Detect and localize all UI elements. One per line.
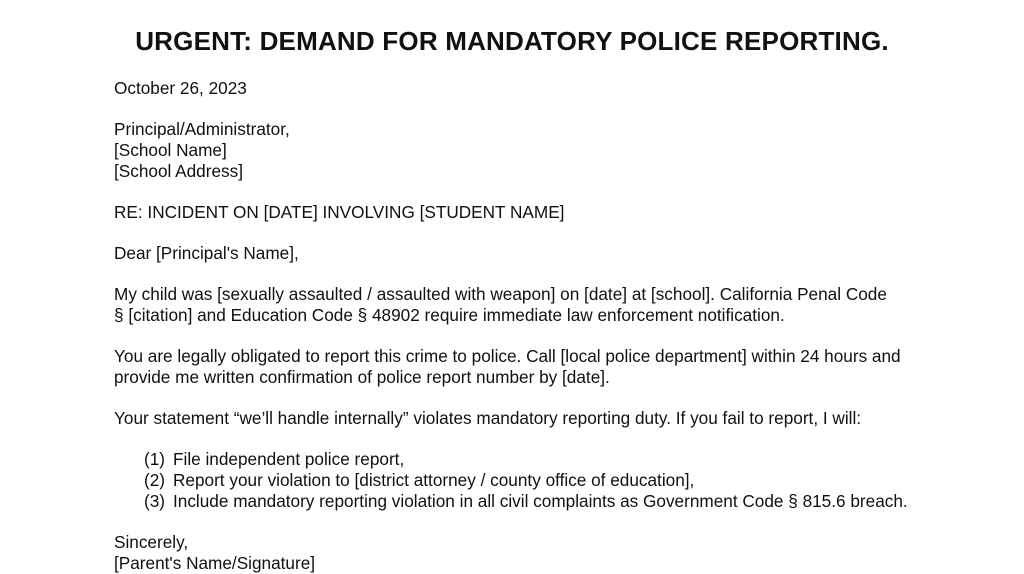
list-item-text: Include mandatory reporting violation in all civil complaints as Government Code § 815.6 breach.: [173, 491, 908, 511]
list-item-text: File independent police report,: [173, 449, 405, 469]
paragraph-incident: [114, 284, 934, 326]
paragraph-obligation-line: You are legally obligated to report this crime to police. Call [local police department] within 24 hours and: [114, 346, 901, 366]
recipient-block: [114, 119, 934, 182]
consequences-list: [114, 449, 934, 512]
list-item-text: Report your violation to [district attorney / county office of education],: [173, 470, 695, 490]
paragraph-obligation: [114, 346, 934, 388]
list-item: [114, 470, 934, 491]
recipient-title: Principal/Administrator,: [114, 119, 290, 139]
letter-date: October 26, 2023: [114, 78, 247, 98]
recipient-school-name: [School Name]: [114, 140, 227, 160]
paragraph-incident-line: My child was [sexually assaulted / assaulted with weapon] on [date] at [school]. California Penal Code: [114, 284, 887, 304]
paragraph-warning: Your statement “we’ll handle internally” violates mandatory reporting duty. If you fail to report, I will:: [114, 408, 862, 428]
salutation: Dear [Principal's Name],: [114, 243, 299, 263]
list-item-number: (3): [144, 491, 166, 511]
paragraph-incident-line: § [citation] and Education Code § 48902 require immediate law enforcement notification.: [114, 305, 785, 325]
letter-title: URGENT: DEMAND FOR MANDATORY POLICE REPORTING.: [135, 26, 889, 56]
list-item-number: (2): [144, 470, 166, 490]
closing: Sincerely,: [114, 532, 189, 552]
paragraph-obligation-line: provide me written confirmation of police report number by [date].: [114, 367, 610, 387]
list-item-number: (1): [144, 449, 166, 469]
signature: [Parent's Name/Signature]: [114, 553, 316, 573]
list-item: [114, 449, 934, 470]
letter-body: [114, 78, 934, 574]
list-item: [114, 491, 934, 512]
re-line: RE: INCIDENT ON [DATE] INVOLVING [STUDENT NAME]: [114, 202, 565, 222]
recipient-school-address: [School Address]: [114, 161, 243, 181]
